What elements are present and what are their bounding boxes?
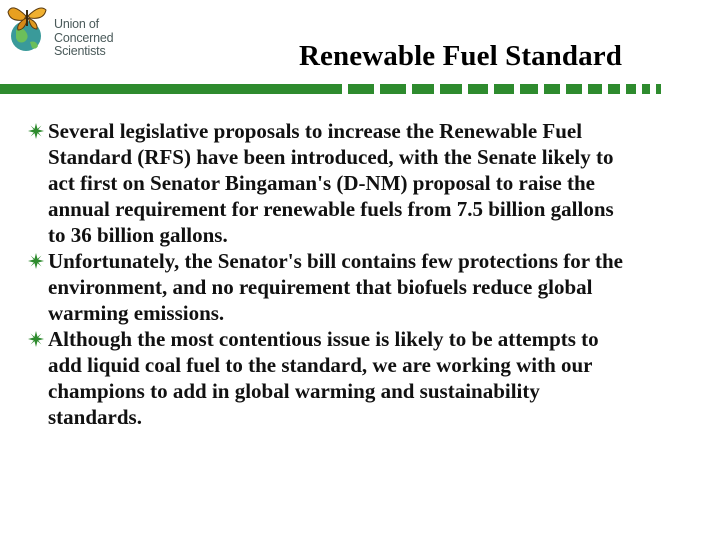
list-item (28, 118, 714, 248)
bullet-text: Unfortunately, the Senator's bill contains few protections for the environment, and no requirement that biofuels reduce global warming emissions. (48, 249, 623, 325)
bullet-text: Although the most contentious issue is likely to be attempts to add liquid coal fuel to the standard, we are working with our champions to add in global warming and sustainability standards. (48, 327, 599, 429)
butterfly-globe-icon (4, 2, 54, 62)
bullet-text: Several legislative proposals to increase the Renewable Fuel Standard (RFS) have been introduced, with the Senate likely to act first on Senator Bingaman's (D-NM) proposal to raise the annual requirement for renewable fuels from 7.5 billion gallons to 36 billion gallons. (48, 119, 614, 247)
list-item (28, 326, 714, 430)
slide-title: Renewable Fuel Standard (299, 40, 622, 72)
bullet-list (28, 118, 714, 430)
star-bullet-icon (28, 253, 44, 269)
star-bullet-icon (28, 123, 44, 139)
logo-wordmark (54, 18, 113, 59)
title-divider (0, 84, 720, 94)
logo-line: Union of (54, 17, 99, 31)
star-bullet-icon (28, 331, 44, 347)
list-item (28, 248, 714, 326)
logo-line: Concerned (54, 30, 114, 45)
logo-line: Scientists (54, 44, 106, 58)
ucs-logo (4, 2, 134, 74)
